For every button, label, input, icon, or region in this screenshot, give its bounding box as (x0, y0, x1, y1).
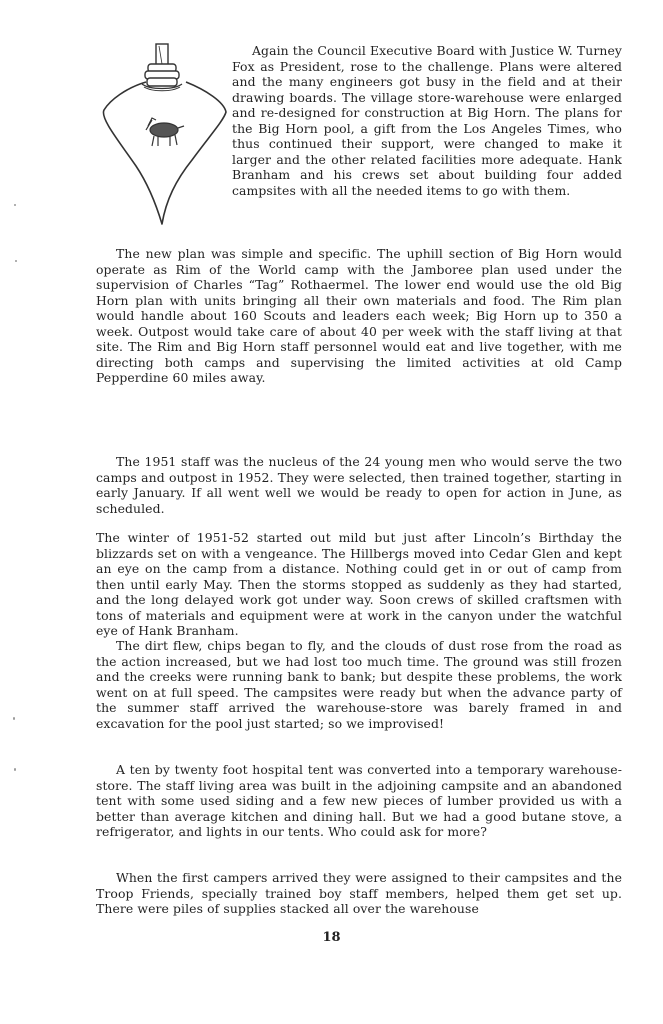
paragraph: The 1951 staff was the nucleus of the 24 young men who would serve the two camps and outpost in 1952. They were selected, then trained together, starting in early January. If all went well we would be ready to open for action in June, as scheduled. (96, 454, 622, 516)
scan-speck (13, 717, 15, 720)
scan-speck (14, 204, 16, 206)
page-number: 18 (322, 930, 341, 945)
paragraph: Again the Council Executive Board with Justice W. Turney Fox as President, rose to the challenge. Plans were altered and the many engineers got busy in the field and at their drawing boards. The village store-warehouse were enlarged and re-designed for construction at Big Horn. The plans for the Big Horn pool, a gift from the Los Angeles Times, who thus continued their support, were changed to make it larger and the other related facilities more adequate. Hank Branham and his crews set about building four added campsites with all the needed items to go with them. (232, 43, 622, 198)
paragraph: The dirt flew, chips began to fly, and the clouds of dust rose from the road as the action increased, but we had lost too much time. The ground was still frozen and the creeks were running bank to bank; but despite these problems, the work went on at full speed. The campsites were ready but when the advance party of the summer staff arrived the warehouse-store was barely framed in and excavation for the pool just started; so we improvised! (96, 638, 622, 731)
paragraph: The winter of 1951-52 started out mild but just after Lincoln’s Birthday the blizzards set on with a vengeance. The Hillbergs moved into Cedar Glen and kept an eye on the camp from a distance. Nothing could get in or out of camp from then until early May. Then the storms stopped as suddenly as they had started, and the long delayed work got under way. Soon crews of skilled craftsmen with tons of materials and equipment were at work in the canyon under the watchful eye of Hank Branham. (96, 530, 622, 639)
paragraph: A ten by twenty foot hospital tent was converted into a temporary warehouse-store. The staff living area was built in the adjoining campsite and an abandoned tent with some used siding and a few new pieces of lumber provided us with a better than average kitchen and dining hall. But we had a good butane stove, a refrigerator, and lights in our tents. Who could ask for more? (96, 762, 622, 840)
paragraph: The new plan was simple and specific. The uphill section of Big Horn would operate as Rim of the World camp with the Jamboree plan used under the supervision of Charles “Tag” Rothaermel. The lower end would use the old Big Horn plan with units bringing all their own materials and food. The Rim plan would handle about 160 Scouts and leaders each week; Big Horn up to 350 a week. Outpost would take care of about 40 per week with the staff living at that site. The Rim and Big Horn staff personnel would eat and live together, with me directing both camps and supervising the limited activities at old Camp Pepperdine 60 miles away. (96, 246, 622, 386)
arrowhead-emblem-icon (96, 40, 236, 230)
scan-speck (14, 768, 16, 771)
scan-speck (15, 260, 17, 262)
paragraph: When the first campers arrived they were assigned to their campsites and the Troop Friends, specially trained boy staff members, helped them get set up. There were piles of supplies stacked all over the warehouse (96, 870, 622, 917)
